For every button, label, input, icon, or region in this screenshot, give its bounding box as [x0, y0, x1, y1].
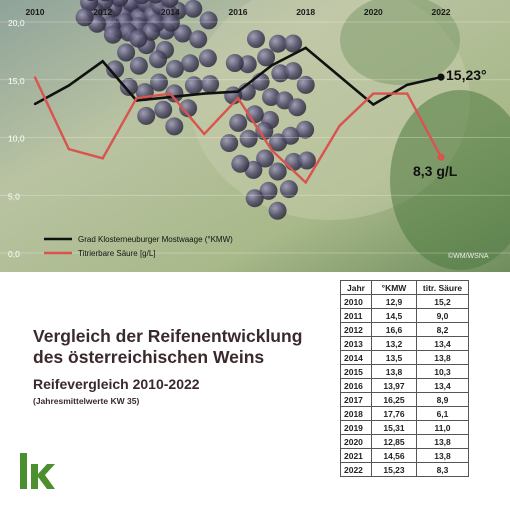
series-end-marker [437, 154, 444, 161]
x-tick-label: 2022 [431, 7, 451, 17]
cell-year: 2014 [341, 351, 372, 365]
acid-end-annotation: 8,3 g/L [413, 163, 458, 179]
table-row [341, 421, 469, 435]
cell-kmw: 15,23 [372, 463, 417, 477]
data-point [68, 148, 70, 150]
cell-acid: 8,3 [417, 463, 469, 477]
page-title [33, 326, 323, 368]
photo-credit: ©WM/WSNA [448, 253, 489, 260]
table-row [341, 449, 469, 463]
table-row [341, 365, 469, 379]
cell-year: 2019 [341, 421, 372, 435]
cell-kmw: 17,76 [372, 407, 417, 421]
y-tick-label: 15,0 [8, 75, 25, 86]
x-tick-label: 2012 [93, 7, 113, 17]
cell-year: 2017 [341, 393, 372, 407]
data-point [271, 64, 273, 66]
cell-acid: 13,8 [417, 435, 469, 449]
data-point [68, 84, 70, 86]
data-point [203, 92, 205, 94]
cell-year: 2022 [341, 463, 372, 477]
cell-year: 2021 [341, 449, 372, 463]
legend-label: Titrierbare Säure [g/L] [78, 249, 156, 258]
cell-acid: 6,1 [417, 407, 469, 421]
cell-year: 2016 [341, 379, 372, 393]
data-point [372, 92, 374, 94]
y-tick-label: 20,0 [8, 18, 25, 28]
data-point [338, 75, 340, 77]
cell-year: 2015 [341, 365, 372, 379]
data-point [135, 97, 137, 99]
table-row [341, 463, 469, 477]
table-row [341, 379, 469, 393]
y-tick-label: 10,0 [8, 133, 25, 144]
cell-acid: 10,3 [417, 365, 469, 379]
lk-logo [18, 450, 58, 499]
cell-kmw: 13,2 [372, 337, 417, 351]
cell-acid: 11,0 [417, 421, 469, 435]
data-point [237, 97, 239, 99]
data-point [406, 92, 408, 94]
cell-acid: 9,0 [417, 309, 469, 323]
table-header: °KMW [372, 281, 417, 295]
x-tick-label: 2018 [296, 7, 316, 17]
cell-kmw: 13,5 [372, 351, 417, 365]
table-row [341, 351, 469, 365]
table-row [341, 295, 469, 309]
title-line-2: des österreichischen Weins [33, 347, 265, 367]
data-point [34, 76, 36, 78]
cell-acid: 13,8 [417, 351, 469, 365]
cell-year: 2020 [341, 435, 372, 449]
cell-kmw: 14,5 [372, 309, 417, 323]
data-point [271, 149, 273, 151]
kmw-end-annotation: 15,23° [446, 67, 487, 83]
cell-kmw: 15,31 [372, 421, 417, 435]
data-point [338, 125, 340, 127]
cell-acid: 13,4 [417, 337, 469, 351]
cell-kmw: 13,97 [372, 379, 417, 393]
table-row [341, 407, 469, 421]
title-line-1: Vergleich der Reifenentwicklung [33, 326, 303, 346]
cell-year: 2013 [341, 337, 372, 351]
x-tick-label: 2016 [228, 7, 248, 17]
data-point [304, 181, 306, 183]
cell-acid: 8,2 [417, 323, 469, 337]
data-point [203, 133, 205, 135]
table-row [341, 393, 469, 407]
y-tick-label: 0,0 [8, 249, 20, 259]
cell-year: 2018 [341, 407, 372, 421]
subtitle: Reifevergleich 2010-2022 [33, 376, 200, 392]
cell-acid: 13,4 [417, 379, 469, 393]
data-point [101, 60, 103, 62]
table-header: titr. Säure [417, 281, 469, 295]
data-table [340, 280, 469, 477]
x-tick-label: 2010 [25, 7, 45, 17]
y-tick-label: 5,0 [8, 191, 20, 202]
x-tick-label: 2020 [363, 7, 383, 17]
data-point [406, 84, 408, 86]
legend-label: Grad Klosterneuburger Mostwaage (°KMW) [78, 235, 233, 244]
cell-acid: 8,9 [417, 393, 469, 407]
table-header: Jahr [341, 281, 372, 295]
data-point [101, 157, 103, 159]
data-point [34, 103, 36, 105]
cell-kmw: 13,8 [372, 365, 417, 379]
x-tick-label: 2014 [160, 7, 180, 17]
cell-kmw: 16,25 [372, 393, 417, 407]
table-row [341, 337, 469, 351]
cell-kmw: 16,6 [372, 323, 417, 337]
table-row [341, 435, 469, 449]
table-row [341, 323, 469, 337]
cell-year: 2012 [341, 323, 372, 337]
table-header-row [341, 281, 469, 295]
cell-year: 2011 [341, 309, 372, 323]
cell-kmw: 12,9 [372, 295, 417, 309]
cell-acid: 15,2 [417, 295, 469, 309]
lk-logo-mark [18, 450, 58, 494]
cell-year: 2010 [341, 295, 372, 309]
table-row [341, 309, 469, 323]
note: (Jahresmittelwerte KW 35) [33, 396, 140, 406]
data-point [304, 47, 306, 49]
cell-acid: 13,8 [417, 449, 469, 463]
cell-kmw: 12,85 [372, 435, 417, 449]
series-end-marker [437, 73, 444, 80]
data-point [372, 103, 374, 105]
data-point [237, 90, 239, 92]
data-point [169, 92, 171, 94]
cell-kmw: 14,56 [372, 449, 417, 463]
